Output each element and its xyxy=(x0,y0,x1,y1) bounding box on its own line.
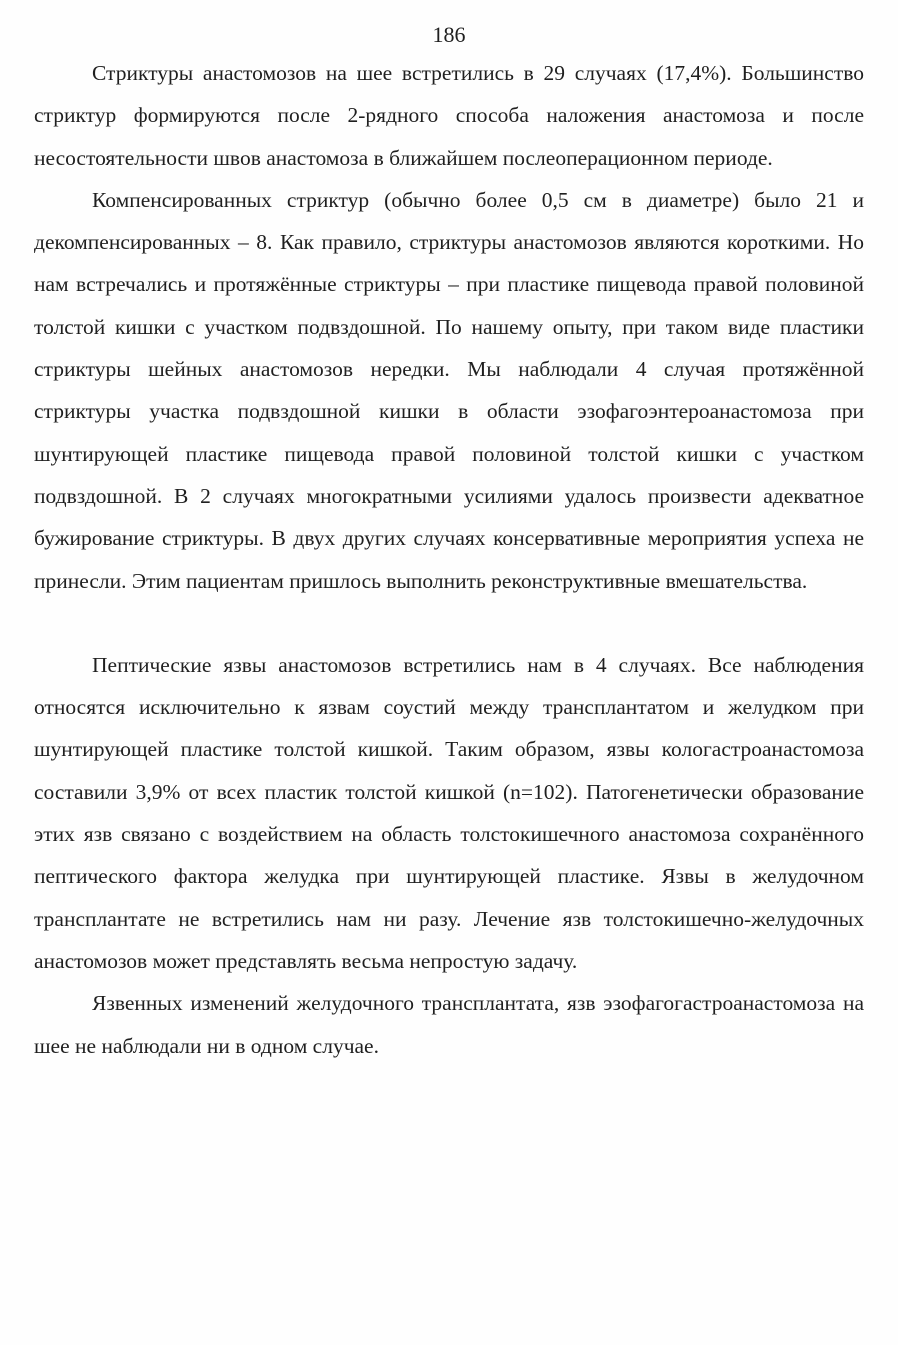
paragraph-compensated-strictures: Компенсированных стриктур (обычно более 0,5 см в диаметре) было 21 и декомпенсированных – 8. Как правило, стриктуры анастомозов являются короткими. Но нам встречались и протяжённые стриктуры – при пластике пищевода правой половиной толстой кишки с участком подвздошной. По нашему опыту, при таком виде пластики стриктуры шейных анастомозов нередки. Мы наблюдали 4 случая протяжённой стриктуры участка подвздошной кишки в области эзофагоэнтероанастомоза при шунтирующей пластике пищевода правой половиной толстой кишки с участком подвздошной. В 2 случаях многократными усилиями удалось произвести адекватное бужирование стриктуры. В двух других случаях консервативные мероприятия успеха не принесли. Этим пациентам пришлось выполнить реконструктивные вмешательства. xyxy=(34,187,864,593)
page-number: 186 xyxy=(432,22,466,47)
document-body xyxy=(34,52,864,1067)
paragraph-gastric-graft-ulcers: Язвенных изменений желудочного трансплантата, язв эзофагогастроанастомоза на шее не наблюдали ни в одном случае. xyxy=(34,991,864,1058)
paragraph-strictures-neck: Стриктуры анастомозов на шее встретились в 29 случаях (17,4%). Большинство стриктур формируются после 2-рядного способа наложения анастомоза и после несостоятельности швов анастомоза в ближайшем послеоперационном периоде. xyxy=(34,61,864,170)
paragraph-peptic-ulcers: Пептические язвы анастомозов встретились нам в 4 случаях. Все наблюдения относятся исключительно к язвам соустий между трансплантатом и желудком при шунтирующей пластике толстой кишкой. Таким образом, язвы кологастроанастомоза составили 3,9% от всех пластик толстой кишкой (n=102). Патогенетически образование этих язв связано с воздействием на область толстокишечного анастомоза сохранённого пептического фактора желудка при шунтирующей пластике. Язвы в желудочном трансплантате не встретились нам ни разу. Лечение язв толстокишечно-желудочных анастомозов может представлять весьма непростую задачу. xyxy=(34,652,864,973)
